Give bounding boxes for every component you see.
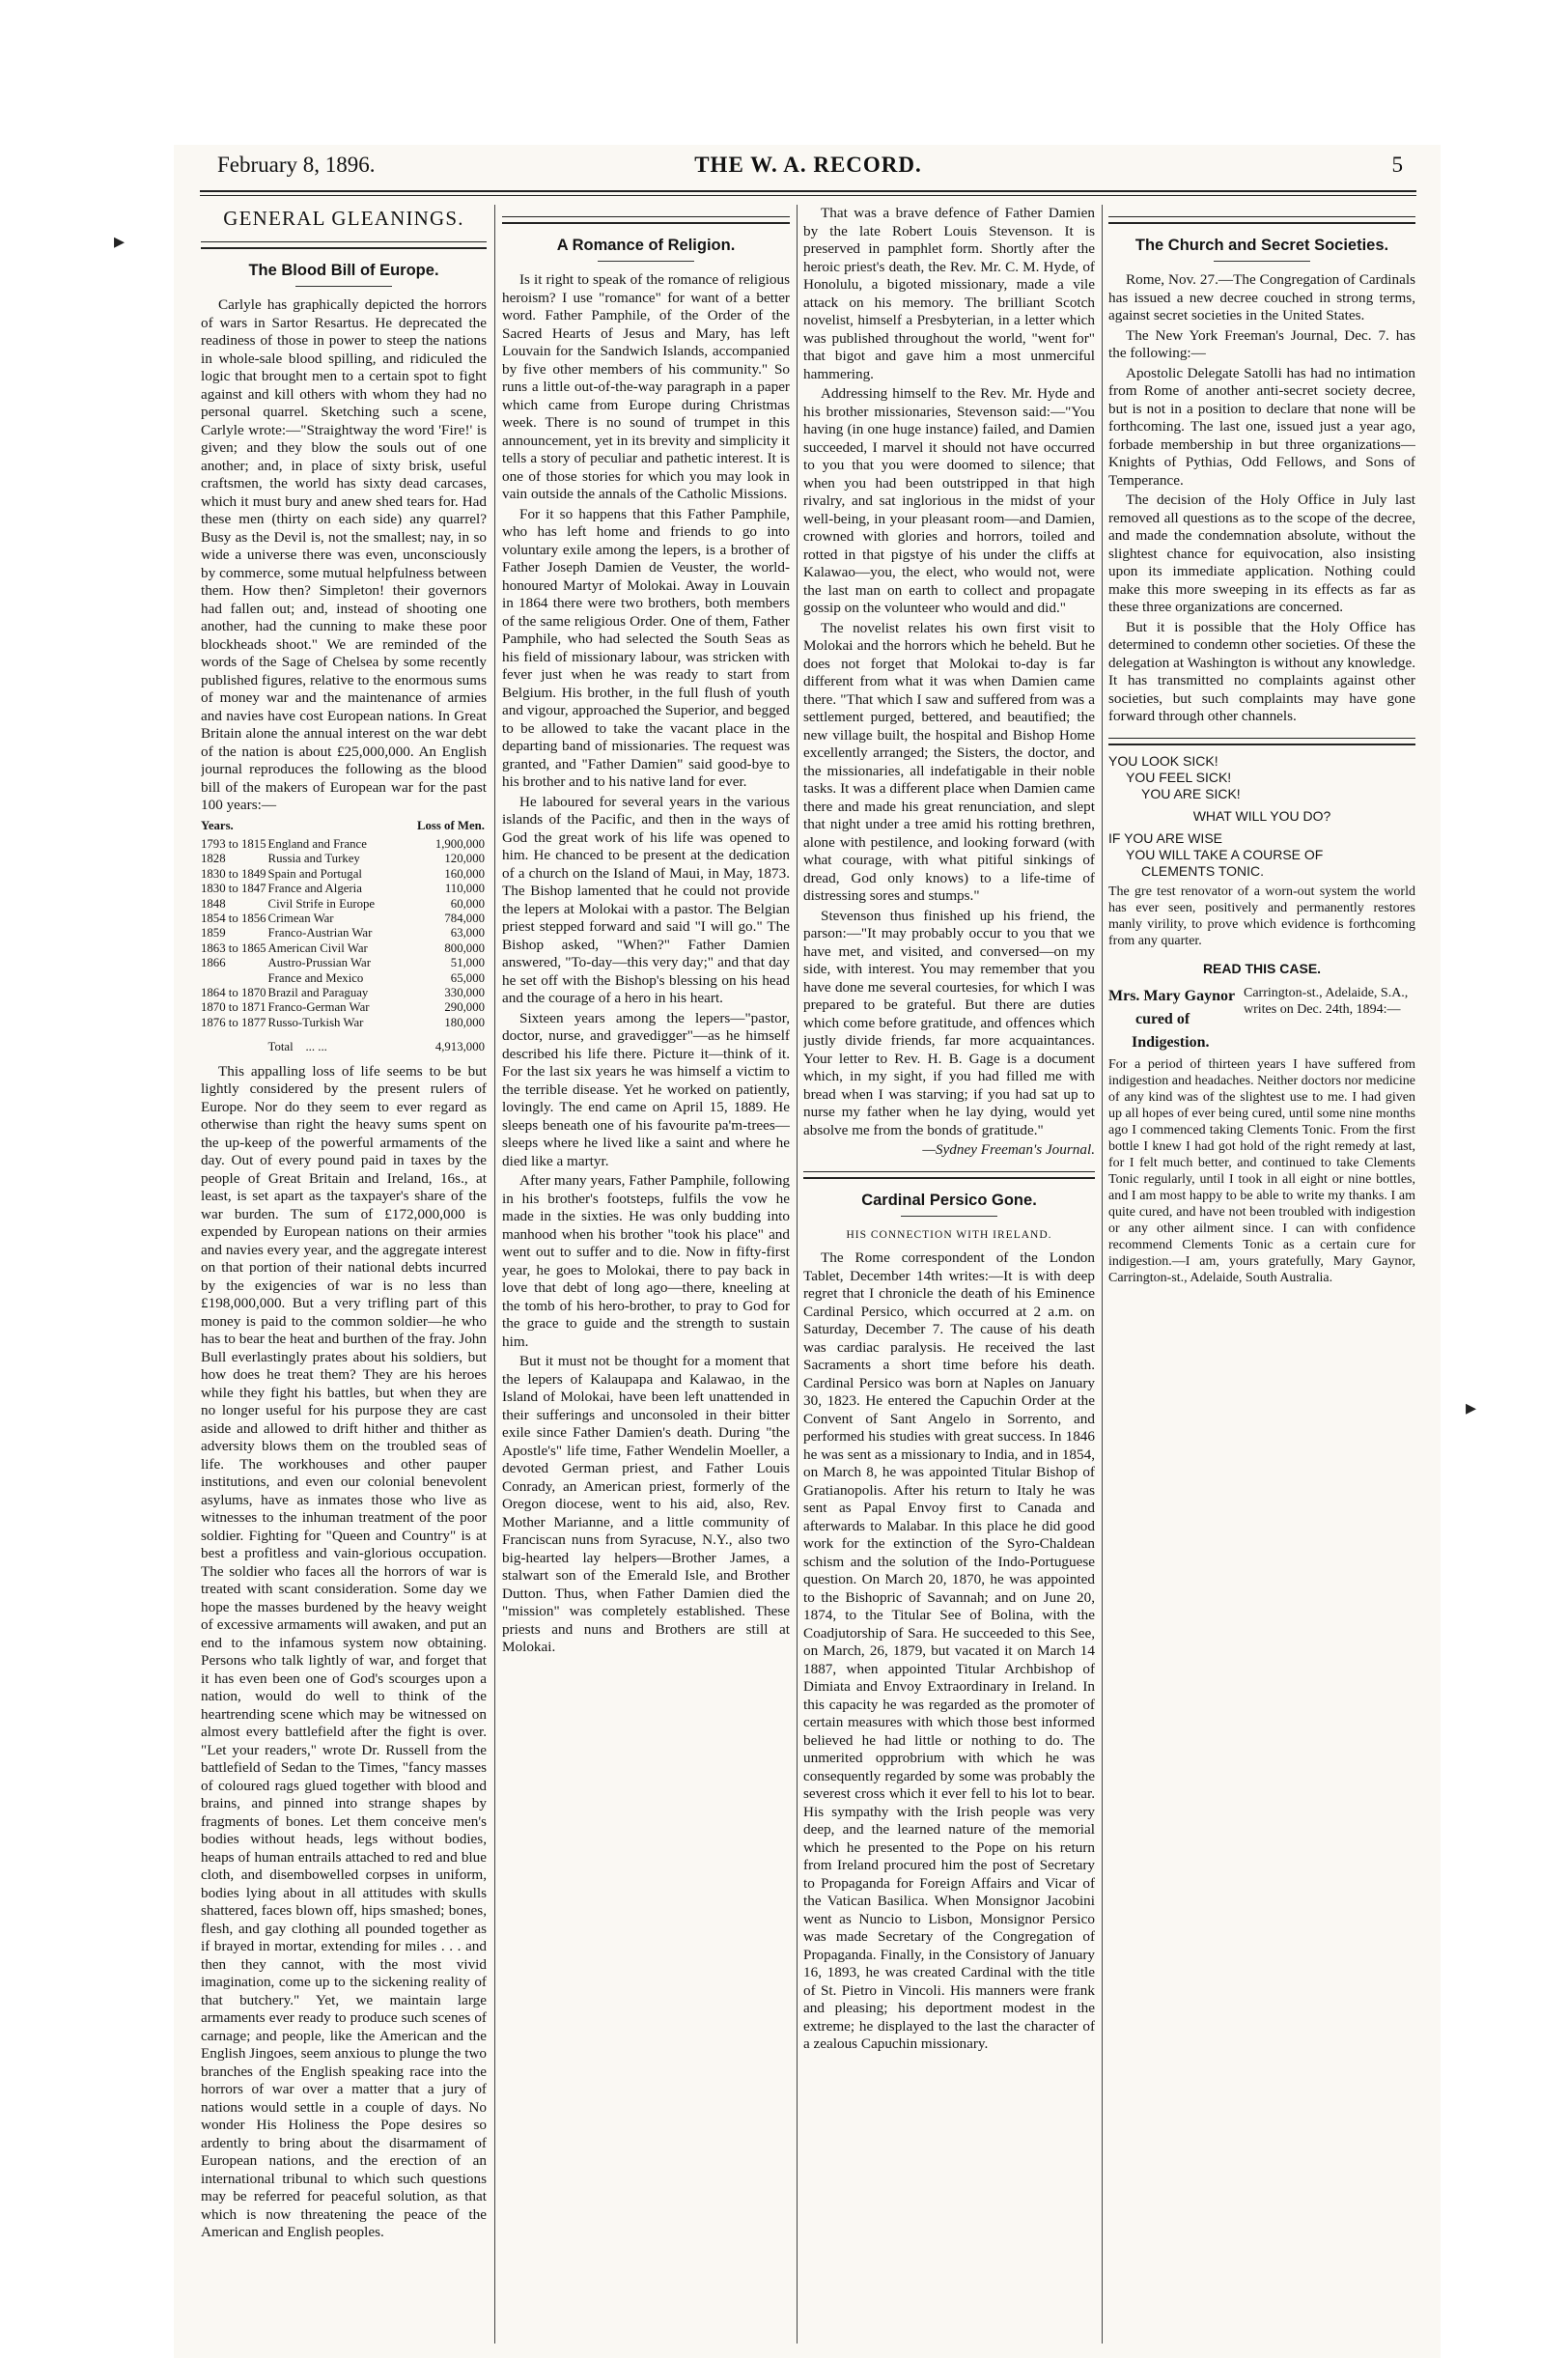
page-number: 5: [1391, 153, 1403, 177]
row-loss: 800,000: [444, 940, 485, 955]
article-title-blood-bill: The Blood Bill of Europe.: [248, 262, 439, 279]
section-title: GENERAL GLEANINGS.: [223, 207, 464, 230]
row-war: Spain and Portugal: [267, 866, 362, 881]
row-loss: 160,000: [444, 866, 485, 881]
header-rule: [200, 190, 1416, 192]
row-war: Russo-Turkish War: [267, 1015, 364, 1029]
row-years: 1866: [201, 956, 226, 970]
row-years: 1848: [201, 896, 226, 911]
row-loss: 60,000: [450, 896, 485, 911]
table-row: [201, 897, 487, 912]
article-paragraph: This appalling loss of life seems to be but lightly considered by the present rulers of Europe. Nor do they seem to ever regard as otherwise than right the heavy sums spent on the up-keep of the powerful armaments of the day. Out of every pound paid in taxes by the people of Great Britain and Ireland, 16s., at least, is set apart as the taxpayer's share of the war burden. The sum of £172,000,000 is expended by European nations on their armies and navies every year, and the aggregate interest on that portion of their national debts incurred by the exigencies of war is no less than £198,000,000. But a very trifling part of this money is paid to the common soldier—he who has to bear the heat and burthen of the fray. John Bull everlastingly prates about his soldiers, but how does he treat them? They are his heroes while they fight his battles, but when they are no longer useful for his purpose they are cast aside and allowed to drift hither and thither as adversity blows them on the troubled seas of life. The workhouses and other pauper institutions, and even our colonial benevolent asylums, have as inmates those who live as witnesses to the inhuman treatment of the poor soldier. Fighting for "Queen and Country" is at best a profitless and vain-glorious occupation. The soldier who faces all the horrors of war is treated with scant consideration. Some day we hope the masses burdened by the heavy weight of excessive armaments will awaken, and put an end to the infamous system now obtaining. Persons who talk lightly of war, and forget that it has even been one of God's scourges upon a nation, would do well to think of the heartrending scene which may be witnessed on almost every battlefield after the fight is over. "Let your readers," wrote Dr. Russell from the battlefield of Sedan to the Times, "fancy masses of coloured rags glued together with blood and brains, and pinned into strange shapes by fragments of bones. Let them conceive men's bodies without heads, legs without bodies, heaps of human entrails attached to red and blue cloth, and disembowelled corpses in uniform, bodies lying about in all attitudes with skulls shattered, faces blown off, hips smashed; bones, flesh, and gay clothing all pounded together as if brayed in mortar, extending for miles . . . and then they cannot, with the most vivid imagination, come up to the sickening reality of that butchery." Yet, we maintain large armaments ever ready to produce such scenes of carnage; and people, like the American and the English Jingoes, seem anxious to plunge the two branches of the English speaking race into the horrors of war over a matter that a jury of nations would settle in a couple of days. No wonder His Holiness the Pope desires so ardently to bring about the disarmament of European nations, and the erection of an international tribunal to which such questions may be referred for peaceful solution, as that which is now threatening the peace of the American and English peoples.: [201, 1062, 487, 2241]
table-row: [201, 1016, 487, 1030]
total-value: 4,913,000: [434, 1040, 485, 1054]
margin-mark-icon: ▸: [1466, 1396, 1477, 1420]
article-title-romance: A Romance of Religion.: [556, 237, 736, 254]
article-paragraph: That was a brave defence of Father Damien by the late Robert Louis Stevenson. It is preserved in pamphlet form. Shortly after the heroic priest's death, the Rev. Mr. C. M. Hyde, of Honolulu, a bigoted missionary, made a vile attack on his memory. The brilliant Scotch novelist, himself a Presbyterian, in a letter which was published throughout the world, "went for" that bigot and gave him a most unmerciful hammering.: [803, 205, 1095, 382]
row-years: 1863 to 1865: [201, 940, 266, 955]
row-war: Crimean War: [267, 911, 334, 925]
row-war: Franco-German War: [267, 1000, 370, 1015]
column-header-years: Years.: [201, 818, 234, 832]
article-title-persico: Cardinal Persico Gone.: [861, 1191, 1037, 1209]
row-loss: 784,000: [444, 911, 485, 925]
issue-date: February 8, 1896.: [217, 153, 376, 177]
advert-read-case: READ THIS CASE.: [1202, 960, 1322, 976]
testimonial-name: Mrs. Mary Gaynor: [1108, 987, 1236, 1004]
row-years: 1854 to 1856: [201, 911, 266, 925]
section-rule: [201, 241, 487, 249]
testimonial-story: For a period of thirteen years I have suffered from indigestion and headaches. Neither doctors nor medicine of any kind was of the slightest use to me. I had given up all hopes of ever being cured, until some nine months ago I commenced taking Clements Tonic. From the first bottle I knew I had got hold of the right remedy at last, for I felt much better, and continued to take Clements Tonic regularly, until I took in all eight or nine bottles, and I am most happy to be able to write my thanks. I am quite cured, and have not been troubled with indigestion or any other ailment since. I can with confidence recommend Clements Tonic as a certain cure for indigestion.—I am, yours gratefully, Mary Gaynor, Carrington-st., Adelaide, South Australia.: [1108, 1056, 1415, 1285]
article-paragraph: Sixteen years among the lepers—"pastor, doctor, nurse, and gravedigger"—as he himself described his life there. Picture it—think of it. For the last six years he was himself a victim to the terrible disease. Yet he worked on patiently, lovingly. The end came on April 15, 1889. He sleeps beneath one of his favourite pa'm-trees—sleeps where he lived like a saint and where he died like a martyr.: [502, 1009, 790, 1169]
row-war: Austro-Prussian War: [267, 956, 371, 970]
column-2: [502, 205, 790, 2344]
table-row: [201, 1000, 487, 1015]
advert-question: WHAT WILL YOU DO?: [1192, 807, 1331, 824]
title-rule: [901, 1216, 997, 1217]
testimonial-address: Carrington-st., Adelaide, S.A., writes on Dec. 24th, 1894:—: [1244, 985, 1409, 1017]
row-war: France and Mexico: [267, 970, 364, 985]
article-subheading: HIS CONNECTION WITH IRELAND.: [846, 1228, 1052, 1241]
table-row: [201, 956, 487, 970]
row-years: 1793 to 1815: [201, 836, 266, 851]
column-4: [1108, 205, 1415, 2344]
total-dots: ... ...: [305, 1040, 327, 1054]
row-loss: 290,000: [444, 1000, 485, 1015]
table-header-row: [201, 819, 487, 837]
war-losses-table: [201, 819, 487, 1055]
column-header-loss: Loss of Men.: [416, 818, 485, 832]
row-years: 1859: [201, 926, 226, 940]
table-row: [201, 926, 487, 940]
war-losses-rows: [201, 837, 487, 1030]
row-loss: 1,900,000: [434, 836, 485, 851]
article-separator: [1108, 216, 1415, 224]
article-source: —Sydney Freeman's Journal.: [922, 1141, 1095, 1158]
testimonial-heading: [1108, 985, 1240, 1054]
table-row: [201, 971, 487, 986]
page-header: [200, 153, 1416, 185]
advert-wise: IF YOU ARE WISE: [1108, 829, 1222, 846]
article-separator: [1108, 738, 1415, 745]
table-row: [201, 837, 487, 852]
article-separator: [803, 1171, 1095, 1179]
header-rule: [200, 195, 1416, 196]
row-loss: 51,000: [450, 956, 485, 970]
row-years: 1876 to 1877: [201, 1015, 266, 1029]
article-paragraph: Addressing himself to the Rev. Mr. Hyde and his brother missionaries, Stevenson said:—"You having (in one huge instance) failed, and Damien succeeded, I marvel it should not have occurred to you that you were doomed to silence; that when you had been outstripped in that high rivalry, and sat inglorious in the midst of your well-being, in your pleasant room—and Damien, crowned with glories and horrors, toiled and rotted in that pigstye of his under the cliffs at Kalawao—you, the elect, who would not, were the last man on earth to collect and propagate gossip on the volunteer who would and did.": [803, 385, 1095, 616]
article-paragraph: The Rome correspondent of the London Tablet, December 14th writes:—It is with deep regret that I chronicle the death of his Eminence Cardinal Persico, which occurred at 2 a.m. on Saturday, December 7. The cause of his death was cardiac paralysis. He received the last Sacraments a short time before his death. Cardinal Persico was born at Naples on January 30, 1823. He entered the Capuchin Order at the Convent of Sant Angelo in Sorrento, and performed his studies with great success. In 1846 he was sent as a missionary to India, and in 1854, on March 8, he was appointed Titular Bishop of Gratianopolis. After his return to Italy he was sent as Papal Envoy first to Canada and afterwards to Malabar. In this place he did good work for the extinction of the Syro-Chaldean schism and the solution of the Indo-Portuguese question. On March 20, 1870, he was appointed to the Bishopric of Savannah; and on June 20, 1874, to the Titular See of Bolina, with the Coadjutorship of Sara. He succeeded to this See, on March, 26, 1879, but vacated it on March 14 1887, when appointed Titular Archbishop of Dimiata and Envoy Extraordinary in Ireland. In this capacity he was regarded as the promoter of certain measures with which those best informed believed he had little or nothing to do. The unmerited opprobrium with which he was consequently regarded by some was probably the severest cross which it ever fell to his lot to bear. His sympathy with the Irish people was very deep, and the learned nature of the memorial which he presented to the Pope on his return from Ireland procured him the post of Secretary to Propaganda for Foreign Affairs and Vicar of the Vatican Basilica. When Monsignor Jacobini went as Nuncio to Lisbon, Monsignor Persico was made Secretary of the Congregation of Propaganda. Finally, in the Consistory of January 16, 1893, he was created Cardinal with the title of St. Pietro in Vincoli. His manners were frank and pleasing; his deportment modest in the extreme; he displayed to the last the character of a zealous Capuchin missionary.: [803, 1249, 1095, 2052]
column-divider: [494, 205, 495, 2344]
column-divider: [1102, 205, 1103, 2344]
article-paragraph: But it must not be thought for a moment that the lepers of Kalaupapa and Kalawao, in the Island of Molokai, have been left unattended in their sufferings and unconsoled in their bitter exile since Father Damien's death. During "the Apostle's" life time, Father Wendelin Moeller, a devoted German priest, and Father Louis Conrady, an American priest, formerly of the Oregon diocese, went to his aid, also, Rev. Mother Marianne, and a little community of Franciscan nuns from Syracuse, N.Y., also two big-hearted lay helpers—Brother James, a stalwart son of the Emerald Isle, and Brother Dutton. Thus, when Father Damien died the "mission" was completely established. These priests and nuns and Brothers are still at Molokai.: [502, 1353, 790, 1655]
testimonial: [1108, 985, 1415, 1054]
row-years: 1864 to 1870: [201, 985, 266, 999]
article-paragraph: Carlyle has graphically depicted the horrors of wars in Sartor Resartus. He deprecated the readiness of those in power to steep the nations in whole-sale blood spilling, and ridiculed the logic that brought men to a certain spot to fight against and kill others with whom they had no personal quarrel. Sketching such a scene, Carlyle wrote:—"Straightway the word 'Fire!' is given; and they blow the souls out of one another; and, in place of sixty brisk, useful craftsmen, the world has sixty dead carcases, which it must bury and anew shed tears for. Had these men (thirty on each side) any quarrel? Busy as the Devil is, not the smallest; nay, in so wide a universe there was even, unconsciously by commerce, some mutual helpfulness between them. How then? Simpleton! their governors had fallen out; and, instead of shooting one another, had the cunning to make these poor blockheads shoot." We are reminded of the words of the Sage of Chelsea by some recently published figures, relative to the enormous sums of money war and the maintenance of armies and navies have cost European nations. In Great Britain alone the annual interest on the war debt of the nation is about £25,000,000. An English journal reproduces the following as the blood bill of the makers of European war for the past 100 years:—: [201, 296, 487, 813]
row-war: France and Algeria: [267, 882, 362, 896]
table-row: [201, 912, 487, 926]
table-row: [201, 867, 487, 882]
article-paragraph: He laboured for several years in the various islands of the Pacific, and then in the ways of God the great work of his life was opened to him. He chanced to be present at the dedication of a church on the Island of Maui, in May, 1873. The Bishop lamented that he could not provide the lepers at Molokai with a pastor. The Belgian priest stepped forward and said "I will go." The Bishop asked, "When?" Father Damien answered, "To-day—this very day;" and that day he set off with the Bishop's blessing on his head and the courage of a hero in his heart.: [502, 793, 790, 1006]
row-loss: 65,000: [450, 970, 485, 985]
article-title-societies: The Church and Secret Societies.: [1134, 237, 1389, 254]
table-row: [201, 941, 487, 956]
title-rule: [1214, 261, 1310, 262]
title-rule: [598, 261, 694, 262]
article-separator: [502, 216, 790, 224]
title-rule: [295, 286, 392, 287]
row-years: 1870 to 1871: [201, 1000, 266, 1015]
article-paragraph: The New York Freeman's Journal, Dec. 7. has the following:—: [1108, 326, 1415, 361]
advert-wise: YOU WILL TAKE A COURSE OF: [1126, 846, 1324, 862]
advert-product: CLEMENTS TONIC.: [1141, 862, 1265, 879]
article-paragraph: After many years, Father Pamphile, following in his brother's footsteps, fulfils the vow he made in the sixties. He was only budding into manhood when his brother "took his place" and went out to suffer and to die. Now in fifty-first year, he goes to Molokai, there to pay back in love that debt of long ago—there, kneeling at the tomb of his hero-brother, to pray to God for the grace to guide and the strength to sustain him.: [502, 1172, 790, 1350]
article-paragraph: Apostolic Delegate Satolli has had no intimation from Rome of another anti-secret society decree, but is not in a position to declare that none will be forthcoming. The last one, issued just a year ago, forbade membership in but three organizations—Knights of Pythias, Odd Fellows, and Sons of Temperance.: [1108, 364, 1415, 489]
row-years: 1828: [201, 852, 226, 866]
row-years: 1830 to 1847: [201, 882, 266, 896]
margin-mark-icon: ▸: [114, 230, 126, 254]
article-paragraph: The novelist relates his own first visit to Molokai and the horrors which he beheld. But he does not forget that Molokai to-day is far different from what it was when Damien came there. "That which I saw and suffered from was a settlement purged, bettered, and beautified; the new village built, the hospital and Bishop Home excellently arranged; the Sisters, the doctor, and the missionaries, all indefatigable in their noble tasks. It was a different place when Damien came there and made his great renunciation, and slept that night under a tree amid his rotting brethren, alone with pestilence, and looking forward (with what courage, with what pitiful sinkings of dread, God only knows) to a life-time of distressing sores and stumps.": [803, 619, 1095, 904]
table-row: [201, 986, 487, 1000]
row-loss: 110,000: [444, 882, 485, 896]
row-loss: 330,000: [444, 985, 485, 999]
row-war: Russia and Turkey: [267, 852, 360, 866]
testimonial-ailment: Indigestion.: [1132, 1033, 1210, 1051]
row-war: Brazil and Paraguay: [267, 985, 369, 999]
row-years: 1830 to 1849: [201, 866, 266, 881]
row-years: [201, 971, 268, 986]
row-loss: 63,000: [450, 926, 485, 940]
row-war: Franco-Austrian War: [267, 926, 373, 940]
article-paragraph: Stevenson thus finished up his friend, the parson:—"It may probably occur to you that we have met, and visited, and conversed—on my side, with interest. You may remember that you have done me several courtesies, for which I was prepared to be grateful. But there are duties which come before gratitude, and offences which justly divide friends, far more acquaintances. Your letter to Rev. H. B. Gage is a document which, in my sight, if you had filled me with bread when I was starving; if you had sat up to nurse my father when he lay dying, would yet absolve me from the bonds of gratitude.": [803, 907, 1095, 1138]
row-war: England and France: [267, 836, 367, 851]
column-3: [803, 205, 1095, 2344]
newspaper-title: THE W. A. RECORD.: [694, 153, 922, 177]
row-loss: 120,000: [444, 852, 485, 866]
clements-tonic-advert: [1108, 753, 1415, 1286]
row-war: Civil Strife in Europe: [267, 896, 376, 911]
column-divider: [797, 205, 798, 2344]
total-label: Total: [267, 1040, 294, 1054]
article-paragraph: But it is possible that the Holy Office has determined to condemn other societies. Of these the delegation at Washington is without any knowledge. It has transmitted no complaints against other societies, but such complaints may have gone forward through other channels.: [1108, 618, 1415, 724]
article-paragraph: Rome, Nov. 27.—The Congregation of Cardinals has issued a new decree couched in strong terms, against secret societies in the United States.: [1108, 271, 1415, 323]
column-1: [201, 205, 487, 2344]
article-paragraph: For it so happens that this Father Pamphile, who has left home and friends to go into voluntary exile among the lepers, is a brother of Father Joseph Damien de Veuster, the world-honoured Martyr of Molokai. Away in Louvain in 1864 there were two brothers, both members of the same religious Order. One of them, Father Pamphile, who had selected the South Seas as his field of missionary labour, was stricken with fever just when he was ready to start from Belgium. His brother, in the full flush of youth and vigour, approached the Superior, and begged to be allowed to take the vacant place in the departing band of missionaries. The request was granted, and "Father Damien" said good-bye to his brother and to his native land for ever.: [502, 505, 790, 790]
table-total-row: [201, 1030, 487, 1054]
row-war: American Civil War: [267, 940, 368, 955]
advert-body: The gre test renovator of a worn-out system the world has ever seen, positively and permanently restores manly virility, to prove which evidence is forthcoming from any quarter.: [1108, 884, 1415, 948]
advert-headline: YOU ARE SICK!: [1141, 785, 1241, 801]
row-loss: 180,000: [444, 1015, 485, 1029]
article-paragraph: The decision of the Holy Office in July last removed all questions as to the scope of the decree, and made the condemnation absolute, without the slightest chance for equivocation, also insisting upon its immediate application. Nothing could make this more sweeping in its effects as far as these three organizations are concerned.: [1108, 491, 1415, 615]
table-row: [201, 882, 487, 896]
advert-headline: YOU LOOK SICK!: [1108, 752, 1218, 769]
advert-headline: YOU FEEL SICK!: [1126, 769, 1232, 785]
article-paragraph: Is it right to speak of the romance of religious heroism? I use "romance" for want of a better word. Father Pamphile, of the Order of the Sacred Hearts of Jesus and Mary, has left Louvain for the Sandwich Islands, accompanied by five other members of his community." So runs a little out-of-the-way paragraph in a paper which came from Europe during Christmas week. There is no sound of trumpet in this announcement, yet in its brevity and simplicity it tells a story of peculiar and pathetic interest. It is one of those stories for which you may look in vain outside the annals of the Catholic Missions.: [502, 271, 790, 502]
testimonial-cured: cured of: [1135, 1010, 1190, 1027]
table-row: [201, 852, 487, 866]
